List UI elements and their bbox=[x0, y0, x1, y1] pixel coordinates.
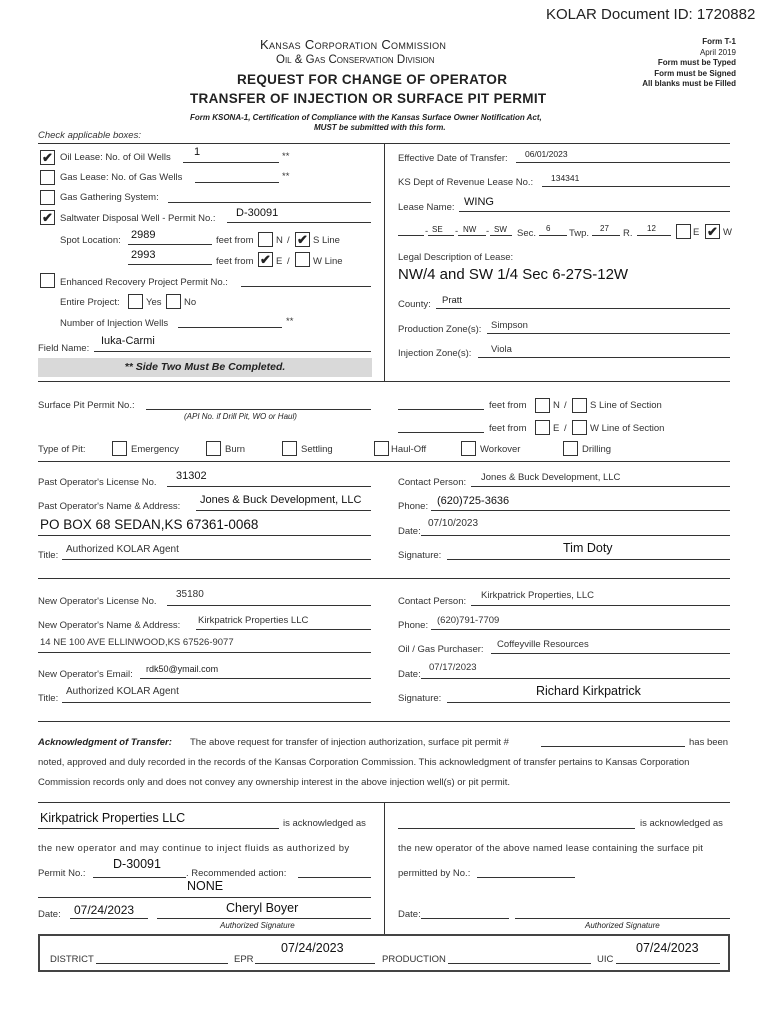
injection-wells-line bbox=[178, 327, 282, 328]
effective-date-label: Effective Date of Transfer: bbox=[398, 153, 508, 164]
sec-label: Sec. bbox=[517, 228, 537, 239]
ack-left-date-value[interactable]: 07/24/2023 bbox=[74, 903, 135, 917]
quarter-1-line bbox=[398, 235, 424, 236]
past-phone-label: Phone: bbox=[398, 501, 429, 512]
spot-location-label: Spot Location: bbox=[60, 235, 121, 246]
oil-lease-label: Oil Lease: No. of Oil Wells bbox=[60, 152, 171, 163]
uic-date-value[interactable]: 07/24/2023 bbox=[636, 941, 699, 955]
new-name-label: New Operator's Name & Address: bbox=[38, 620, 181, 631]
new-phone-label: Phone: bbox=[398, 620, 429, 631]
ack-left-auth-signature: Authorized Signature bbox=[220, 921, 295, 930]
pit-type-drilling-label: Drilling bbox=[582, 444, 612, 455]
uic-line bbox=[616, 963, 720, 964]
swd-permit-line bbox=[227, 222, 371, 223]
form-title-1: REQUEST FOR CHANGE OF OPERATOR bbox=[237, 72, 508, 87]
spot-ns-value[interactable]: 2989 bbox=[131, 229, 156, 241]
quarter-3-line bbox=[458, 235, 486, 236]
past-signature-value[interactable]: Tim Doty bbox=[563, 541, 613, 555]
new-license-label: New Operator's License No. bbox=[38, 596, 157, 607]
field-name-label: Field Name: bbox=[38, 343, 90, 354]
quarter-3-value[interactable]: SW bbox=[494, 225, 507, 234]
pit-ew-line bbox=[398, 432, 484, 433]
feet-from-label: feet from bbox=[489, 400, 527, 411]
swd-permit-value[interactable]: D-30091 bbox=[236, 207, 279, 219]
enhanced-recovery-label: Enhanced Recovery Project Permit No.: bbox=[60, 277, 228, 288]
ack-right-signature-line bbox=[515, 918, 730, 919]
quarter-4-line bbox=[490, 235, 512, 236]
ack-right-date-label: Date: bbox=[398, 909, 421, 920]
ksona-note-2: MUST be submitted with this form. bbox=[314, 123, 446, 132]
ack-name-value[interactable]: Kirkpatrick Properties LLC bbox=[40, 811, 186, 825]
entire-project-no-checkbox[interactable] bbox=[166, 294, 181, 309]
west-line-label: W Line bbox=[313, 256, 343, 267]
ack-right-text: the new operator of the above named lease containing the surface pit bbox=[398, 843, 704, 854]
ack-permit-no-line bbox=[93, 877, 186, 878]
past-date-label: Date: bbox=[398, 526, 421, 537]
column-divider bbox=[384, 143, 385, 381]
gas-gathering-checkbox[interactable] bbox=[40, 190, 55, 205]
slash: / bbox=[287, 235, 290, 246]
new-contact-line bbox=[471, 605, 730, 606]
swd-label: Saltwater Disposal Well - Permit No.: bbox=[60, 213, 216, 224]
api-note: (API No. if Drill Pit, WO or Haul) bbox=[184, 412, 297, 421]
dash: - bbox=[486, 226, 490, 237]
twp-line bbox=[592, 235, 620, 236]
ack-text-1: The above request for transfer of injection authorization, surface pit permit # bbox=[190, 737, 509, 748]
divider bbox=[38, 721, 730, 722]
ack-has-been: has been bbox=[689, 737, 729, 748]
document-id: KOLAR Document ID: 1720882 bbox=[546, 6, 756, 23]
new-address-value[interactable]: 14 NE 100 AVE ELLINWOOD,KS 67526-9077 bbox=[40, 637, 234, 648]
pit-type-label: Type of Pit: bbox=[38, 444, 86, 455]
range-label: R. bbox=[623, 228, 633, 239]
legal-description-label: Legal Description of Lease: bbox=[398, 252, 514, 263]
entire-project-yes-checkbox[interactable] bbox=[128, 294, 143, 309]
new-signature-label: Signature: bbox=[398, 693, 442, 704]
side-two-banner bbox=[38, 358, 372, 377]
ack-action-line bbox=[38, 897, 371, 898]
pit-ns-line bbox=[398, 409, 484, 410]
form-title-2: TRANSFER OF INJECTION OR SURFACE PIT PERMIT bbox=[190, 91, 547, 106]
pit-type-settling-checkbox[interactable] bbox=[282, 441, 297, 456]
production-zone-label: Production Zone(s): bbox=[398, 324, 482, 335]
new-signature-value[interactable]: Richard Kirkpatrick bbox=[536, 684, 641, 698]
production-label: PRODUCTION bbox=[382, 954, 446, 965]
past-date-line bbox=[421, 535, 730, 536]
form-requirements bbox=[642, 37, 736, 90]
ack-recommended-label: . Recommended action: bbox=[186, 868, 287, 879]
lease-name-line bbox=[459, 211, 730, 212]
injection-zone-line bbox=[478, 357, 730, 358]
surface-pit-line bbox=[146, 409, 371, 410]
west-checkbox[interactable] bbox=[295, 252, 310, 267]
new-email-value[interactable]: rdk50@ymail.com bbox=[146, 664, 219, 674]
new-contact-label: Contact Person: bbox=[398, 596, 467, 607]
county-value[interactable]: Pratt bbox=[442, 295, 463, 306]
oil-lease-checkbox[interactable]: ✔ bbox=[40, 150, 55, 165]
pit-type-burn-label: Burn bbox=[225, 444, 246, 455]
ack-left-signature-value[interactable]: Cheryl Boyer bbox=[226, 901, 299, 915]
ack-permit-label: Permit No.: bbox=[38, 868, 86, 879]
pit-type-emergency-label: Emergency bbox=[131, 444, 180, 455]
new-license-line bbox=[167, 605, 371, 606]
purchaser-label: Oil / Gas Purchaser: bbox=[398, 644, 484, 655]
pit-type-drilling-checkbox[interactable] bbox=[563, 441, 578, 456]
divider bbox=[38, 461, 730, 462]
oil-wells-value[interactable]: 1 bbox=[194, 146, 201, 158]
production-line bbox=[448, 963, 591, 964]
feet-from-label: feet from bbox=[489, 423, 527, 434]
ack-permitted-by-label: permitted by No.: bbox=[398, 868, 471, 879]
new-phone-line bbox=[431, 629, 730, 630]
field-name-line bbox=[94, 351, 371, 352]
requirement-signed: Form must be Signed bbox=[654, 68, 736, 78]
ack-left-date-line bbox=[70, 918, 148, 919]
past-contact-label: Contact Person: bbox=[398, 477, 467, 488]
pit-type-emergency-checkbox[interactable] bbox=[112, 441, 127, 456]
past-phone-value[interactable]: (620)725-3636 bbox=[437, 495, 510, 507]
east-label: E bbox=[553, 423, 560, 434]
new-name-value[interactable]: Kirkpatrick Properties LLC bbox=[198, 615, 309, 626]
new-email-label: New Operator's Email: bbox=[38, 669, 133, 680]
spot-ns-line bbox=[128, 244, 212, 245]
feet-from-label: feet from bbox=[216, 235, 254, 246]
gas-lease-label: Gas Lease: No. of Gas Wells bbox=[60, 172, 183, 183]
west-label: W bbox=[723, 227, 732, 238]
form-number: Form T-1 bbox=[702, 37, 736, 46]
production-zone-line bbox=[487, 333, 730, 334]
ack-name-line bbox=[38, 828, 279, 829]
injection-zone-label: Injection Zone(s): bbox=[398, 348, 472, 359]
required-mark: ** bbox=[286, 316, 294, 327]
effective-date-line bbox=[516, 162, 730, 163]
injection-wells-label: Number of Injection Wells bbox=[60, 318, 169, 329]
range-east-checkbox[interactable] bbox=[676, 224, 691, 239]
pit-type-workover-checkbox[interactable] bbox=[461, 441, 476, 456]
dash: - bbox=[425, 226, 429, 237]
check-applicable-label: Check applicable boxes: bbox=[38, 130, 141, 141]
past-date-value[interactable]: 07/10/2023 bbox=[428, 518, 479, 529]
new-date-value[interactable]: 07/17/2023 bbox=[429, 662, 477, 673]
new-date-label: Date: bbox=[398, 669, 421, 680]
past-title-value[interactable]: Authorized KOLAR Agent bbox=[66, 544, 179, 555]
range-line bbox=[637, 235, 671, 236]
yes-label: Yes bbox=[146, 297, 162, 308]
twp-value[interactable]: 27 bbox=[600, 224, 609, 233]
new-title-line bbox=[62, 702, 371, 703]
slash: / bbox=[287, 256, 290, 267]
ks-lease-value[interactable]: 134341 bbox=[551, 173, 580, 183]
epr-line bbox=[255, 963, 375, 964]
requirement-typed: Form must be Typed bbox=[657, 58, 736, 67]
past-signature-label: Signature: bbox=[398, 550, 442, 561]
pit-north-checkbox[interactable] bbox=[535, 398, 550, 413]
pit-type-workover-label: Workover bbox=[480, 444, 521, 455]
ksona-note: Form KSONA-1, Certification of Compliance with the Kansas Surface Owner Notification Act, bbox=[190, 113, 542, 122]
ack-left-date-label: Date: bbox=[38, 909, 61, 920]
new-email-line bbox=[140, 678, 371, 679]
lease-name-value[interactable]: WING bbox=[464, 196, 494, 208]
slash: / bbox=[564, 423, 567, 434]
ack-is-ack-right: is acknowledged as bbox=[640, 818, 723, 829]
pit-south-checkbox[interactable] bbox=[572, 398, 587, 413]
past-license-label: Past Operator's License No. bbox=[38, 477, 157, 488]
range-value[interactable]: 12 bbox=[647, 224, 656, 233]
entire-project-label: Entire Project: bbox=[60, 297, 120, 308]
ack-permitted-by-line bbox=[477, 877, 575, 878]
legal-description-value[interactable]: NW/4 and SW 1/4 Sec 6-27S-12W bbox=[398, 266, 629, 283]
divider bbox=[38, 578, 730, 579]
gas-gathering-label: Gas Gathering System: bbox=[60, 192, 159, 203]
pit-east-checkbox[interactable] bbox=[535, 420, 550, 435]
injection-zone-value[interactable]: Viola bbox=[491, 344, 512, 355]
gas-wells-line bbox=[195, 182, 279, 183]
swd-checkbox[interactable]: ✔ bbox=[40, 210, 55, 225]
epr-date-value[interactable]: 07/24/2023 bbox=[281, 941, 344, 955]
dash: - bbox=[455, 226, 459, 237]
ack-left-signature-line bbox=[157, 918, 371, 919]
past-license-line bbox=[167, 486, 371, 487]
new-title-value[interactable]: Authorized KOLAR Agent bbox=[66, 686, 179, 697]
ack-text-2: noted, approved and duly recorded in the records of the Kansas Corporation Commission. This acknowledgment of transfer pertains to Kansas Corporation bbox=[38, 757, 690, 768]
ack-text-3: Commission records only and does not convey any ownership interest in the above injection well(s) or pit permit. bbox=[38, 777, 511, 788]
north-label: N bbox=[553, 400, 560, 411]
north-label: N bbox=[276, 235, 283, 246]
ack-right-auth-signature: Authorized Signature bbox=[585, 921, 660, 930]
new-signature-line bbox=[447, 702, 730, 703]
new-date-line bbox=[421, 678, 730, 679]
county-label: County: bbox=[398, 299, 431, 310]
ack-right-name-line bbox=[398, 828, 635, 829]
north-checkbox[interactable] bbox=[258, 232, 273, 247]
west-line-label: W Line of Section bbox=[590, 423, 665, 434]
new-address-line bbox=[38, 652, 371, 653]
ack-recommended-line bbox=[298, 877, 371, 878]
field-name-value[interactable]: Iuka-Carmi bbox=[101, 335, 155, 347]
new-license-value[interactable]: 35180 bbox=[176, 589, 204, 600]
sec-line bbox=[539, 235, 567, 236]
past-name-label: Past Operator's Name & Address: bbox=[38, 501, 181, 512]
ack-heading: Acknowledgment of Transfer: bbox=[38, 737, 172, 748]
division-name: Oil & Gas Conservation Division bbox=[276, 54, 435, 66]
ack-permit-line bbox=[541, 746, 685, 747]
east-label: E bbox=[693, 227, 700, 238]
enhanced-recovery-checkbox[interactable] bbox=[40, 273, 55, 288]
past-name-value[interactable]: Jones & Buck Development, LLC bbox=[200, 494, 362, 506]
south-checkbox[interactable]: ✔ bbox=[295, 232, 310, 247]
purchaser-value[interactable]: Coffeyville Resources bbox=[497, 639, 589, 650]
pit-west-checkbox[interactable] bbox=[572, 420, 587, 435]
oil-wells-line bbox=[183, 162, 279, 163]
pit-type-burn-checkbox[interactable] bbox=[206, 441, 221, 456]
east-checkbox[interactable]: ✔ bbox=[258, 252, 273, 267]
past-address-value[interactable]: PO BOX 68 SEDAN,KS 67361-0068 bbox=[40, 517, 259, 532]
twp-label: Twp. bbox=[569, 228, 590, 239]
county-line bbox=[436, 308, 730, 309]
required-mark: ** bbox=[282, 171, 290, 182]
uic-label: UIC bbox=[597, 954, 614, 965]
past-signature-line bbox=[447, 559, 730, 560]
effective-date-value[interactable]: 06/01/2023 bbox=[525, 149, 568, 159]
spot-ew-value[interactable]: 2993 bbox=[131, 249, 156, 261]
past-title-label: Title: bbox=[38, 550, 59, 561]
pit-type-hauloff-label: Haul-Off bbox=[391, 444, 427, 455]
routing-box bbox=[38, 934, 730, 972]
ack-is-ack-left: is acknowledged as bbox=[283, 818, 366, 829]
ack-right-date-line bbox=[421, 918, 509, 919]
past-contact-value[interactable]: Jones & Buck Development, LLC bbox=[481, 472, 621, 483]
new-contact-value[interactable]: Kirkpatrick Properties, LLC bbox=[481, 590, 594, 601]
column-divider bbox=[384, 802, 385, 934]
enhanced-permit-line bbox=[241, 286, 371, 287]
range-west-checkbox[interactable]: ✔ bbox=[705, 224, 720, 239]
past-phone-line bbox=[431, 510, 730, 511]
lease-name-label: Lease Name: bbox=[398, 202, 455, 213]
feet-from-label: feet from bbox=[216, 256, 254, 267]
purchaser-line bbox=[491, 653, 730, 654]
production-zone-value[interactable]: Simpson bbox=[491, 320, 528, 331]
pit-type-settling-label: Settling bbox=[301, 444, 333, 455]
epr-label: EPR bbox=[234, 954, 254, 965]
gas-gathering-line bbox=[168, 202, 371, 203]
quarter-1-value[interactable]: SE bbox=[432, 225, 443, 234]
past-license-value[interactable]: 31302 bbox=[176, 470, 207, 482]
ks-lease-line bbox=[542, 186, 730, 187]
south-line-label: S Line of Section bbox=[590, 400, 662, 411]
new-name-line bbox=[196, 629, 371, 630]
south-line-label: S Line bbox=[313, 235, 340, 246]
agency-name: Kansas Corporation Commission bbox=[260, 37, 447, 52]
quarter-2-value[interactable]: NW bbox=[463, 225, 477, 234]
divider bbox=[38, 381, 730, 382]
sec-value[interactable]: 6 bbox=[546, 224, 551, 233]
new-phone-value[interactable]: (620)791-7709 bbox=[437, 615, 500, 626]
ack-action-value[interactable]: NONE bbox=[187, 879, 224, 893]
east-label: E bbox=[276, 256, 283, 267]
no-label: No bbox=[184, 297, 197, 308]
district-label: DISTRICT bbox=[50, 954, 94, 965]
side-two-text: ** Side Two Must Be Completed. bbox=[124, 361, 286, 373]
past-contact-line bbox=[471, 486, 730, 487]
ack-left-text: the new operator and may continue to inject fluids as authorized by bbox=[38, 843, 350, 854]
district-line bbox=[96, 963, 228, 964]
slash: / bbox=[564, 400, 567, 411]
new-title-label: Title: bbox=[38, 693, 59, 704]
past-name-line bbox=[196, 510, 371, 511]
ks-lease-label: KS Dept of Revenue Lease No.: bbox=[398, 177, 534, 188]
past-address-line bbox=[38, 535, 371, 536]
required-mark: ** bbox=[282, 151, 290, 162]
form-date: April 2019 bbox=[699, 47, 736, 57]
surface-pit-label: Surface Pit Permit No.: bbox=[38, 400, 135, 411]
gas-lease-checkbox[interactable] bbox=[40, 170, 55, 185]
pit-type-hauloff-checkbox[interactable] bbox=[374, 441, 389, 456]
ack-permit-value[interactable]: D-30091 bbox=[113, 857, 161, 871]
requirement-filled: All blanks must be Filled bbox=[642, 79, 736, 88]
past-title-line bbox=[62, 559, 371, 560]
quarter-2-line bbox=[428, 235, 454, 236]
spot-ew-line bbox=[128, 264, 212, 265]
